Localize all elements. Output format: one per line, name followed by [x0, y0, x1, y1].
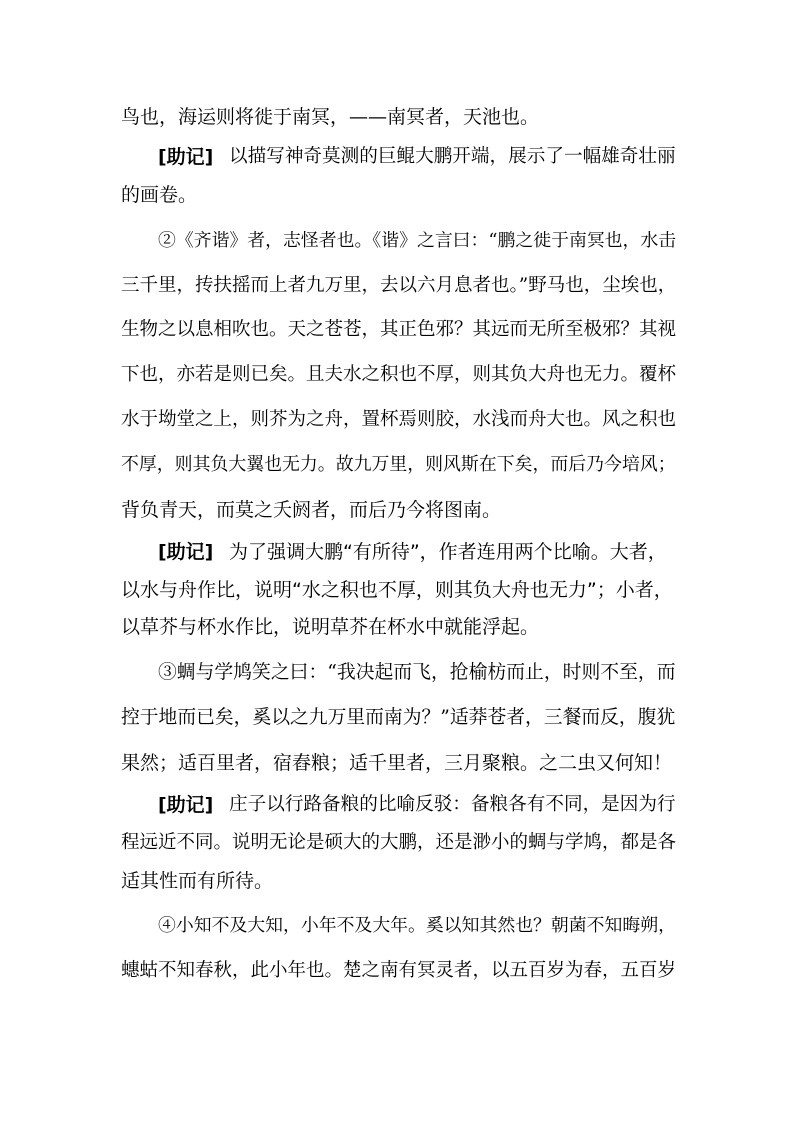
text-line [0, 951, 794, 991]
text-line [0, 310, 794, 350]
line-text: 蟪蛄不知春秋，此小年也。楚之南有冥灵者，以五百岁为春，五百岁 [121, 960, 677, 981]
text-line [0, 221, 794, 261]
note-line [0, 175, 794, 215]
note-line [0, 137, 794, 177]
text-line [0, 906, 794, 946]
line-text: 为了强调大鹏“有所待”，作者连用两个比喻。大者， [229, 541, 667, 563]
line-text: 程远近不同。说明无论是硕大的大鹏，还是渺小的蜩与学鸠，都是各 [121, 832, 677, 853]
line-text: 庄子以行路备粮的比喻反驳：备粮各有不同，是因为行 [229, 794, 676, 815]
line-text: 以水与舟作比，说明“水之积也不厚，则其负大舟也无力”；小者， [121, 579, 673, 601]
line-text: ④小知不及大知，小年不及大年。奚以知其然也？朝菌不知晦朔， [158, 915, 676, 936]
text-line [0, 355, 794, 395]
note-line [0, 607, 794, 647]
text-line [0, 743, 794, 783]
note-line [0, 570, 794, 610]
note-label: [助记] [158, 146, 214, 168]
line-text: 生物之以息相吹也。天之苍苍，其正色邪？其远而无所至极邪？其视 [121, 319, 677, 340]
line-text: 适其性而有所待。 [121, 870, 274, 892]
text-line [0, 653, 794, 693]
line-text: 果然；适百里者，宿舂粮；适千里者，三月聚粮。之二虫又何知！ [121, 752, 673, 774]
line-text: 控于地而已矣，奚以之九万里而南为？”适莽苍者，三餐而反，腹犹 [121, 707, 676, 728]
text-line [0, 266, 794, 306]
line-text: 下也，亦若是则已矣。且夫水之积也不厚，则其负大舟也无力。覆杯 [121, 364, 677, 385]
text-line [0, 97, 794, 137]
line-text: ③蜩与学鸠笑之曰：“我决起而飞，抢榆枋而止，时则不至，而 [158, 662, 676, 683]
note-label: [助记] [158, 541, 214, 563]
text-line [0, 400, 794, 440]
line-text: 水于坳堂之上，则芥为之舟，置杯焉则胶，水浅而舟大也。风之积也 [121, 409, 677, 430]
line-text: 的画卷。 [121, 184, 198, 206]
line-text: 背负青天，而莫之夭阏者，而后乃今将图南。 [121, 499, 502, 521]
note-line [0, 785, 794, 825]
text-line [0, 698, 794, 738]
text-line [0, 490, 794, 530]
note-line [0, 532, 794, 572]
note-line [0, 823, 794, 863]
line-text: 不厚，则其负大翼也无力。故九万里，则风斯在下矣，而后乃今培风； [121, 454, 676, 475]
line-text: 以描写神奇莫测的巨鲲大鹏开端，展示了一幅雄奇壮丽 [229, 146, 676, 167]
note-line [0, 861, 794, 901]
line-text: 鸟也，海运则将徙于南冥，——南冥者，天池也。 [121, 106, 540, 128]
line-text: ②《齐谐》者，志怪者也。《谐》之言曰：“鹏之徙于南冥也，水击 [158, 230, 677, 251]
note-label: [助记] [158, 794, 214, 816]
line-text: 以草芥与杯水作比，说明草芥在杯水中就能浮起。 [121, 616, 540, 638]
text-line [0, 445, 794, 485]
line-text: 三千里，抟扶摇而上者九万里，去以六月息者也。”野马也，尘埃也， [121, 275, 677, 296]
